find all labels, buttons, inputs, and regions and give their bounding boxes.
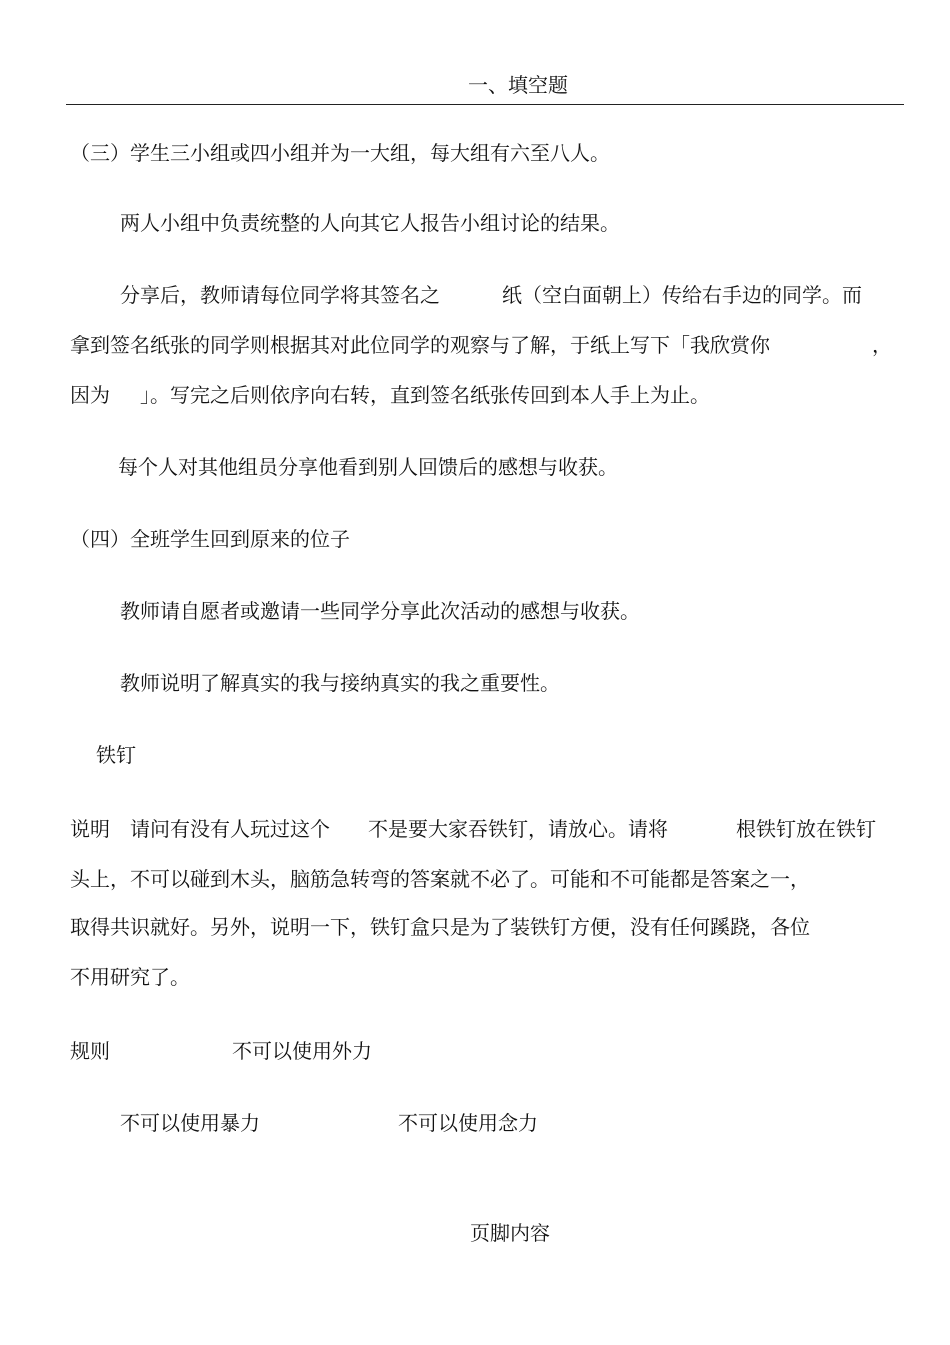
activity-desc-line1-part2: 不是要大家吞铁钉，请放心。请将 <box>368 817 668 841</box>
section3-paragraph-2-line2b: ， <box>872 333 892 357</box>
section3-paragraph-1: 两人小组中负责统整的人向其它人报告小组讨论的结果。 <box>120 211 620 235</box>
section3-paragraph-2-line3a: 因为 <box>70 383 110 407</box>
section4-paragraph-1: 教师请自愿者或邀请一些同学分享此次活动的感想与收获。 <box>120 599 640 623</box>
rules-label: 规则 <box>70 1039 110 1063</box>
rule-item-3: 不可以使用念力 <box>398 1111 538 1135</box>
section3-paragraph-2-line1b: 纸（空白面朝上）传给右手边的同学。而 <box>502 283 862 307</box>
section3-heading: （三）学生三小组或四小组并为一大组，每大组有六至八人。 <box>70 141 610 165</box>
activity-desc-line1-part1: 请问有没有人玩过这个 <box>130 817 330 841</box>
activity-title: 铁钉 <box>96 743 136 767</box>
activity-desc-line2: 头上，不可以碰到木头，脑筋急转弯的答案就不必了。可能和不可能都是答案之一， <box>70 867 810 891</box>
activity-desc-line3: 取得共识就好。另外，说明一下，铁钉盒只是为了装铁钉方便，没有任何蹊跷，各位 <box>70 915 810 939</box>
section3-paragraph-2-line3b: 」。写完之后则依序向右转，直到签名纸张传回到本人手上为止。 <box>140 383 710 407</box>
header-divider <box>66 104 904 105</box>
section4-paragraph-2: 教师说明了解真实的我与接纳真实的我之重要性。 <box>120 671 560 695</box>
activity-desc-line4: 不用研究了。 <box>70 965 190 989</box>
section3-paragraph-2-line2a: 拿到签名纸张的同学则根据其对此位同学的观察与了解，于纸上写下「我欣赏你 <box>70 333 770 357</box>
section3-paragraph-2-line1a: 分享后，教师请每位同学将其签名之 <box>120 283 440 307</box>
page-footer: 页脚内容 <box>470 1221 550 1245</box>
section4-heading: （四）全班学生回到原来的位子 <box>70 527 350 551</box>
section3-paragraph-3: 每个人对其他组员分享他看到别人回馈后的感想与收获。 <box>118 455 618 479</box>
rule-item-1: 不可以使用外力 <box>232 1039 372 1063</box>
rule-item-2: 不可以使用暴力 <box>120 1111 260 1135</box>
activity-desc-line1-part3: 根铁钉放在铁钉 <box>736 817 876 841</box>
activity-desc-label: 说明 <box>70 817 110 841</box>
page-title: 一、填空题 <box>468 73 568 97</box>
